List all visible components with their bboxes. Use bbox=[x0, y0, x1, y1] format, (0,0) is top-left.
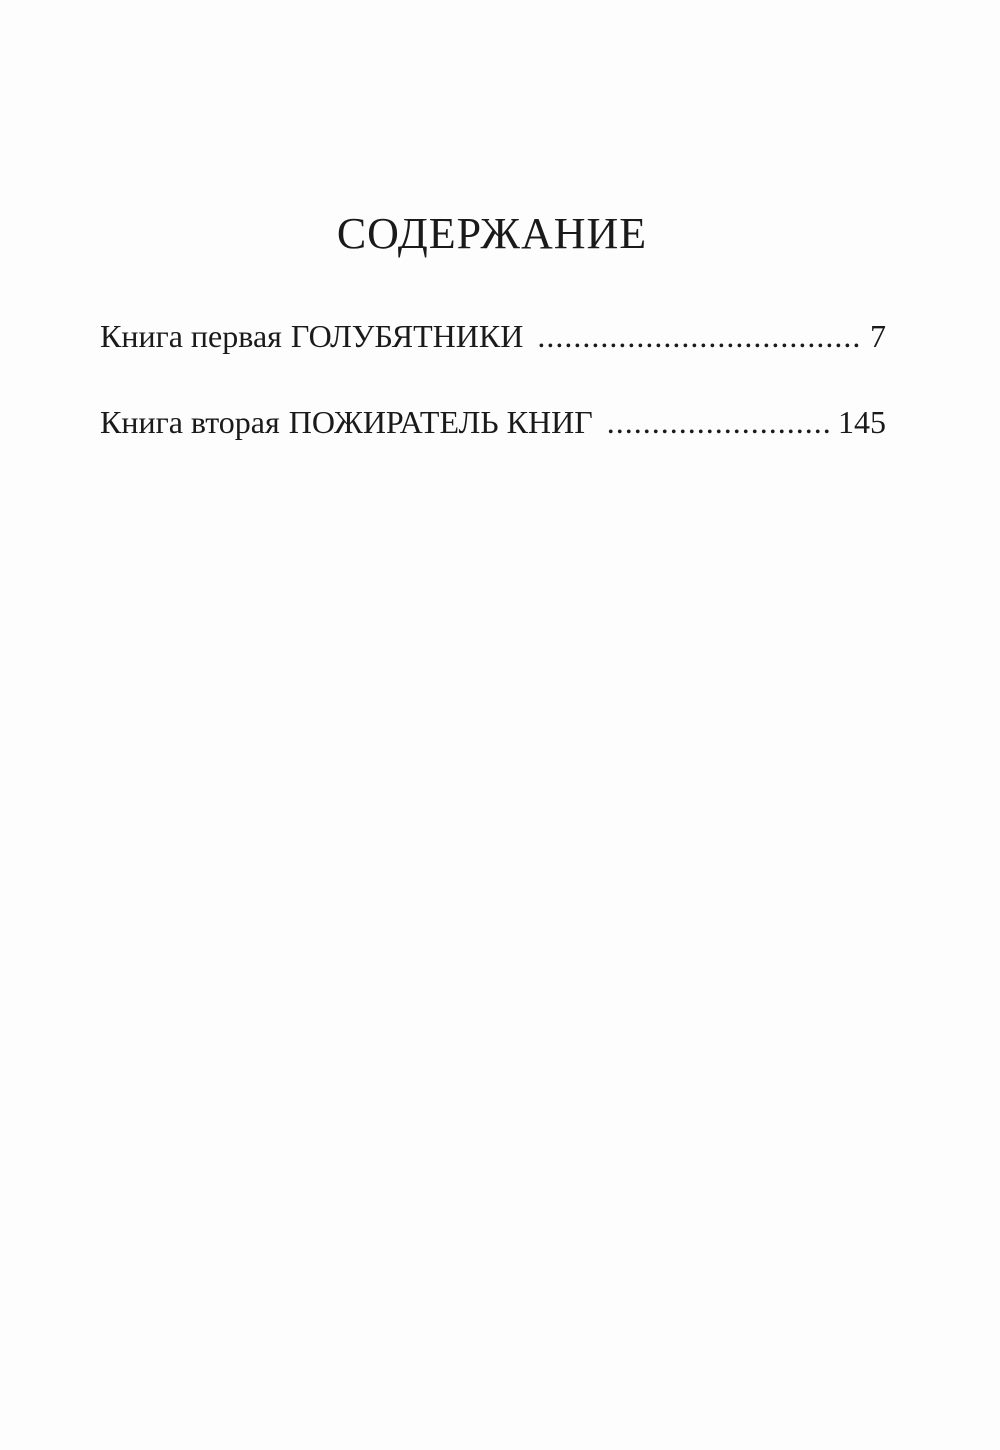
toc-dot-leader bbox=[537, 318, 862, 355]
toc-list bbox=[100, 318, 886, 490]
toc-entry-page-number: 7 bbox=[870, 318, 886, 354]
toc-entry-1[interactable] bbox=[100, 318, 886, 370]
toc-entry-name: ГОЛУБЯТНИКИ bbox=[290, 318, 524, 354]
toc-dot-leader bbox=[607, 404, 830, 441]
toc-title: СОДЕРЖАНИЕ bbox=[336, 209, 648, 258]
toc-entry-2[interactable] bbox=[100, 404, 886, 456]
toc-entry-book-label: Книга первая bbox=[100, 318, 282, 354]
toc-entry-page-number: 145 bbox=[838, 404, 886, 440]
toc-entry-name: ПОЖИРАТЕЛЬ КНИГ bbox=[288, 404, 593, 440]
toc-entry-book-label: Книга вторая bbox=[100, 404, 280, 440]
